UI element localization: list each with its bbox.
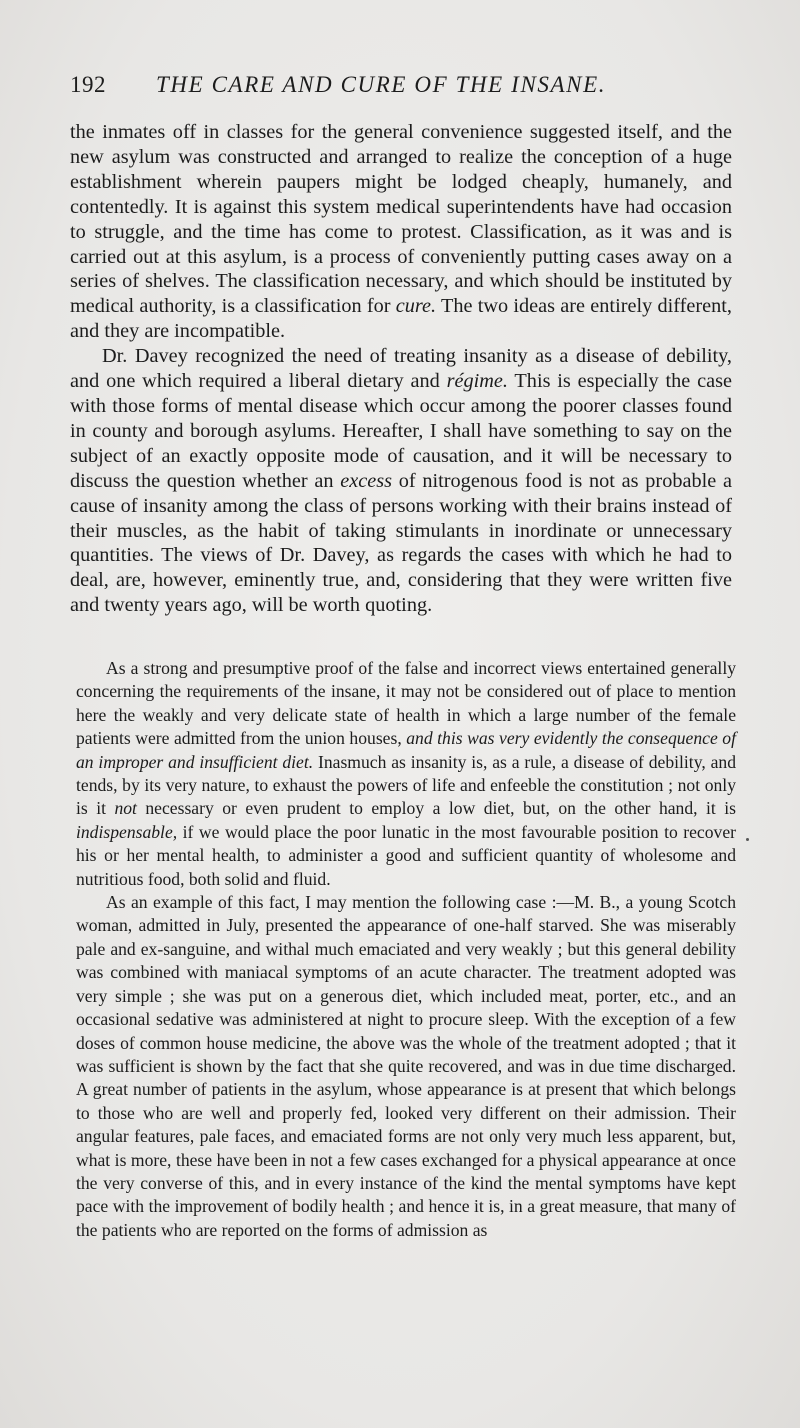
text-run: As an example of this fact, I may mention the following case :—M. B., a young Scotch woman, admitted in July, presented the appearance of one-half starved. She was miserably pale and ex-sanguine, and withal much emaciated and very weakly ; but this general debility was combined with maniacal symptoms of an acute character. The treatment adopted was very simple ; she was put on a generous diet, which included meat, porter, etc., and an occasional sedative was administered at night to procure sleep. With the exception of a few doses of common house medicine, the above was the whole of the treatment adopted ; that it was sufficient is shown by the fact that she quite recovered, and was in due time discharged. A great number of patients in the asylum, whose appearance is at present that which belongs to those who are well and properly fed, looked very different on their admission. Their angular features, pale faces, and emaciated forms are not only very much less apparent, but, what is more, these have been in not a few cases exchanged for a physical appearance at once the very converse of this, and in every instance of the kind the mental symptoms have kept pace with the improvement of bodily health ; and hence it is, in a great measure, that many of the patients who are reported on the forms of admission as <box>76 892 736 1240</box>
text-run: the inmates off in classes for the general convenience suggested itself, and the new asylum was constructed and arranged to realize the conception of a huge establishment wherein paupers might be lodged cheaply, humanely, and contentedly. It is against this system medical superintendents have had occasion to struggle, and the time has come to protest. Classification, as it was and is carried out at this asylum, is a process of conveniently putting cases away on a series of shelves. The classification necessary, and which should be instituted by medical authority, is a classification for <box>70 121 732 318</box>
emphasis: régime. <box>446 370 508 393</box>
text-run: This is especially the case with those forms of mental disease which occur among the poorer classes found in county and borough asylums. Hereafter, I shall have something to say on the subject of an exactly opposite mode of causation, and it will be necessary to discuss the question whether an <box>70 370 732 492</box>
emphasis: indispensable, <box>76 821 178 842</box>
text-run: of nitrogenous food is not as probable a cause of insanity among the class of persons working with their brains instead of their muscles, as the habit of taking stimulants in inordinate or unnecessary quantities. The views of Dr. Davey, as regards the cases with which he had to deal, are, however, eminently true, and, considering that they were written five and twenty years ago, will be worth quoting. <box>70 469 732 617</box>
paragraph <box>70 120 732 344</box>
text-run: As a strong and presumptive proof of the false and incorrect views entertained generally concerning the requirements of the insane, it may not be considered out of place to mention here the weakly and very delicate state of health in which a large number of the female patients were admitted from the union houses, <box>76 658 736 749</box>
text-run: necessary or even prudent to employ a low diet, but, on the other hand, it is <box>136 798 736 819</box>
emphasis: and this was very evidently the consequence of an improper and insufficient diet. <box>76 728 736 772</box>
quote-paragraph <box>76 657 736 891</box>
text-run: if we would place the poor lunatic in the most favourable position to recover his or her mental health, to administer a good and sufficient quantity of wholesome and nutritious food, both solid and fluid. <box>76 821 736 889</box>
ink-speck <box>746 838 749 841</box>
emphasis: not <box>114 798 137 819</box>
emphasis: cure. <box>395 295 437 318</box>
quote-paragraph <box>76 891 736 1242</box>
running-title: THE CARE AND CURE OF THE INSANE. <box>156 72 607 97</box>
paragraph <box>70 344 732 618</box>
block-quote <box>76 657 736 1242</box>
page-header <box>70 72 740 106</box>
main-text <box>70 120 732 618</box>
text-run: Inasmuch as insanity is, as a rule, a disease of debility, and tends, by its very nature, to exhaust the powers of life and enfeeble the constitution ; not only is it <box>76 751 736 819</box>
emphasis: excess <box>340 469 393 492</box>
text-run: Dr. Davey recognized the need of treating insanity as a disease of debility, and one which required a liberal dietary and <box>70 345 732 393</box>
page-number: 192 <box>70 72 106 97</box>
text-run: The two ideas are entirely different, and they are incompatible. <box>70 295 732 343</box>
